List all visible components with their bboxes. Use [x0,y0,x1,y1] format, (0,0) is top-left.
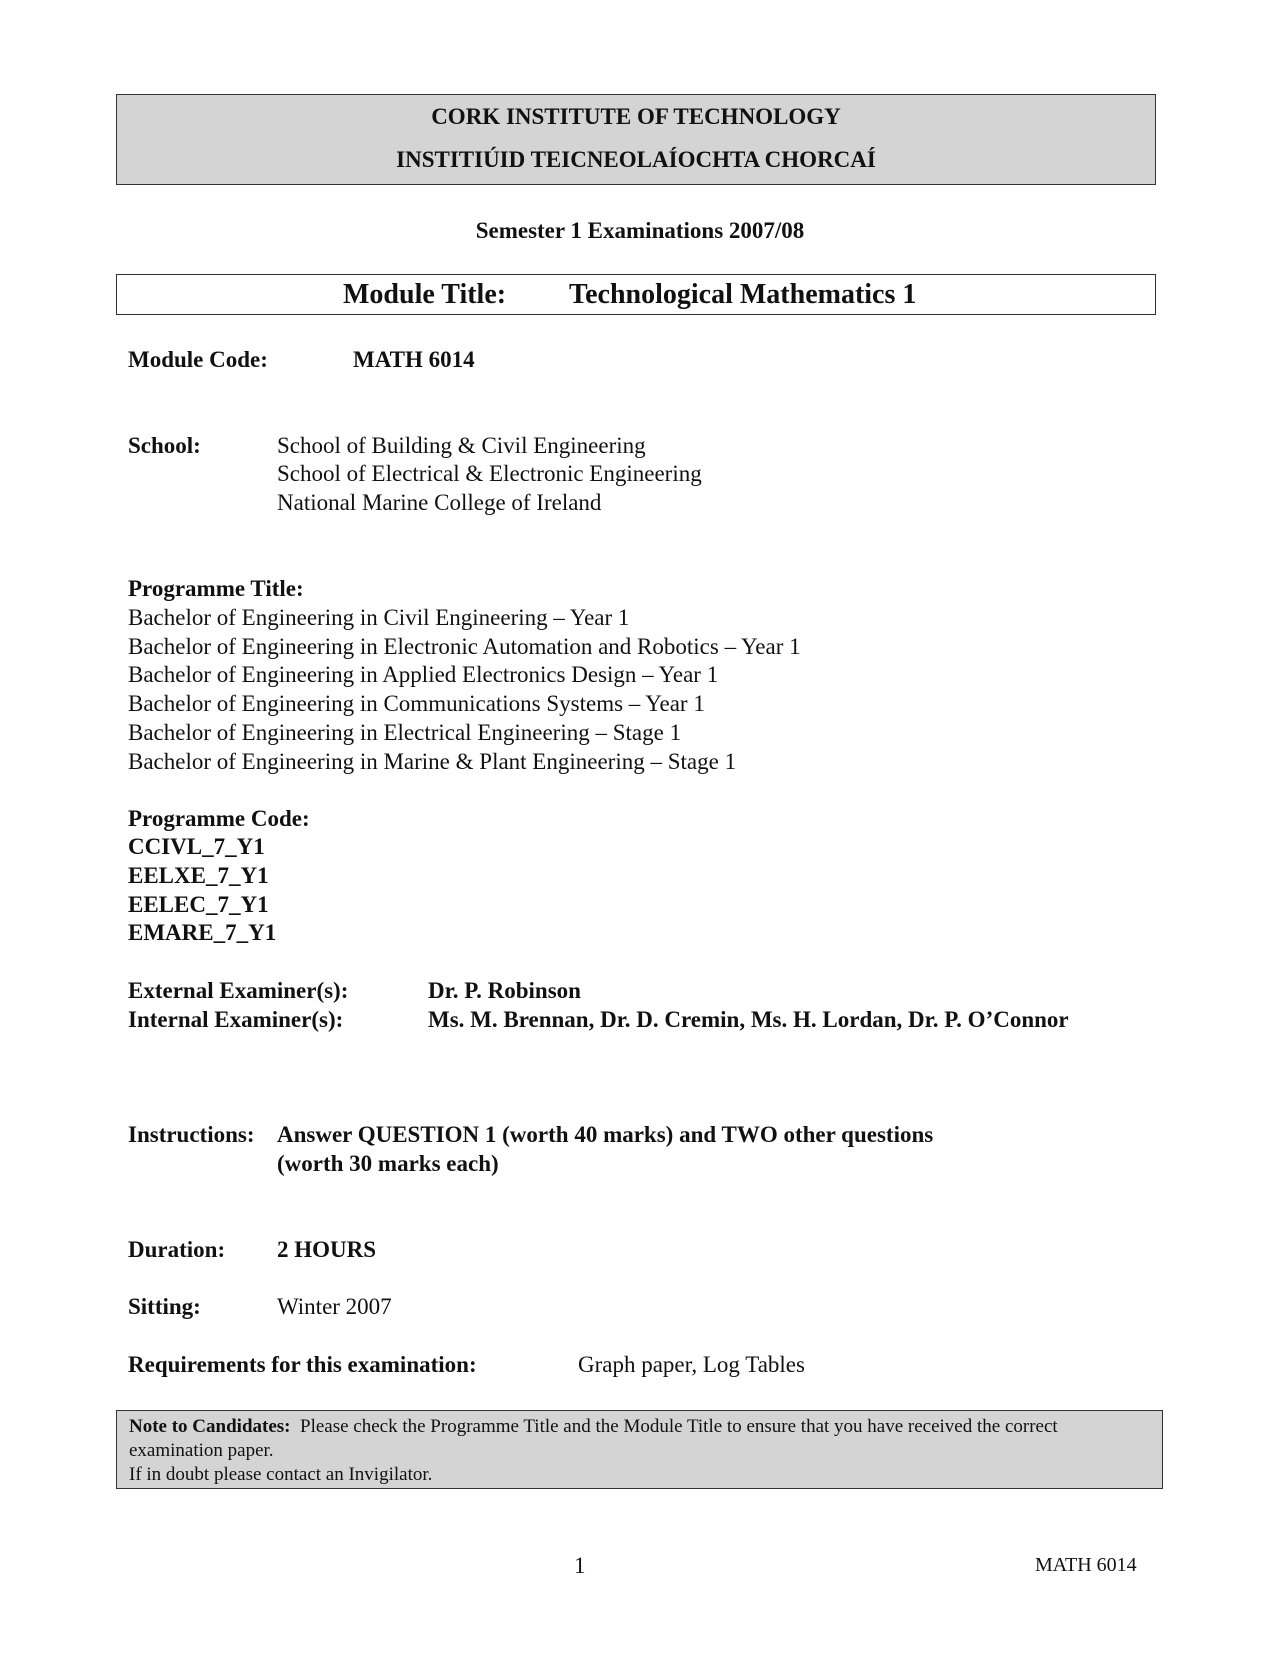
module-code-label: Module Code: [128,347,268,372]
note-label: Note to Candidates: [129,1416,291,1437]
programme-code-label: Programme Code: [128,806,310,831]
internal-examiner-value: Ms. M. Brennan, Dr. D. Cremin, Ms. H. Lordan, Dr. P. O’Connor [428,1007,1069,1032]
note-text: Please check the Programme Title and the Module Title to ensure that you have received the correct examination paper. [129,1416,1058,1461]
programme-title-label: Programme Title: [128,576,304,601]
institution-header [116,94,1156,185]
module-title-box [116,274,1156,315]
programme-title-line: Bachelor of Engineering in Electronic Automation and Robotics – Year 1 [128,634,801,659]
external-examiner-value: Dr. P. Robinson [428,978,581,1003]
programme-code-line: CCIVL_7_Y1 [128,834,265,859]
school-line: School of Electrical & Electronic Engineering [277,461,702,486]
school-label: School: [128,433,201,458]
footer-module-code: MATH 6014 [1035,1554,1137,1576]
programme-title-line: Bachelor of Engineering in Civil Engineering – Year 1 [128,605,630,630]
duration-label: Duration: [128,1237,226,1262]
programme-code-line: EELXE_7_Y1 [128,863,269,888]
programme-code-line: EELEC_7_Y1 [128,892,269,917]
semester-heading: Semester 1 Examinations 2007/08 [475,218,805,243]
module-title-label: Module Title: [343,279,507,310]
programme-code-line: EMARE_7_Y1 [128,920,277,945]
instructions-line: (worth 30 marks each) [277,1151,499,1176]
school-line: School of Building & Civil Engineering [277,433,646,458]
duration-value: 2 HOURS [277,1237,377,1262]
institution-name-english: CORK INSTITUTE OF TECHNOLOGY [431,104,841,129]
programme-title-line: Bachelor of Engineering in Marine & Plant Engineering – Stage 1 [128,749,737,774]
instructions-label: Instructions: [128,1122,255,1147]
requirements-label: Requirements for this examination: [128,1352,477,1377]
sitting-label: Sitting: [128,1294,201,1319]
instructions-line: Answer QUESTION 1 (worth 40 marks) and TWO other questions [277,1122,934,1147]
note-line: If in doubt please contact an Invigilator. [129,1464,433,1485]
programme-title-line: Bachelor of Engineering in Applied Electronics Design – Year 1 [128,662,719,687]
programme-title-line: Bachelor of Engineering in Electrical Engineering – Stage 1 [128,720,682,745]
institution-name-irish: INSTITIÚID TEICNEOLAÍOCHTA CHORCAÍ [396,147,876,172]
module-title-value: Technological Mathematics 1 [569,279,917,310]
internal-examiner-label: Internal Examiner(s): [128,1007,344,1032]
note-to-candidates [116,1410,1163,1489]
module-code-value: MATH 6014 [353,347,475,372]
page-number: 1 [574,1553,586,1578]
requirements-value: Graph paper, Log Tables [578,1352,805,1377]
programme-title-line: Bachelor of Engineering in Communications Systems – Year 1 [128,691,705,716]
external-examiner-label: External Examiner(s): [128,978,349,1003]
school-line: National Marine College of Ireland [277,490,602,515]
sitting-value: Winter 2007 [277,1294,392,1319]
